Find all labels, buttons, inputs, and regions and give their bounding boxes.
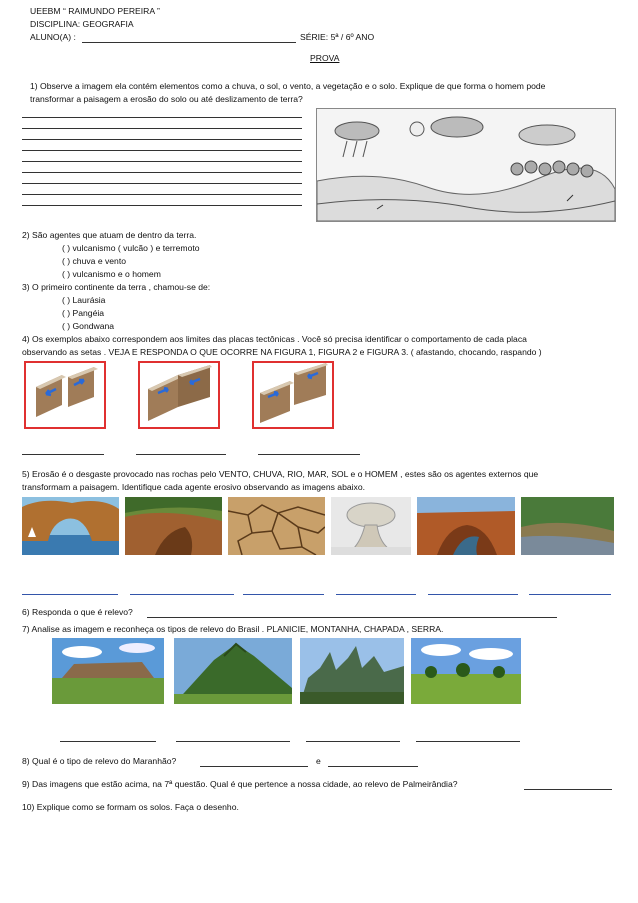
q8-answer-line-1[interactable] — [200, 766, 308, 767]
erosion-photo-sea-arch — [22, 497, 119, 555]
student-label: ALUNO(A) : — [30, 32, 76, 42]
q5-text-line1: 5) Erosão é o desgaste provocado nas rochas pelo VENTO, CHUVA, RIO, MAR, SOL e o HOMEM , estes são os agentes externos que — [22, 469, 539, 479]
student-name-line[interactable] — [82, 42, 296, 43]
erosion-photo-canyon — [417, 497, 515, 555]
grade-label: SÉRIE: 5ª / 6º ANO — [300, 32, 375, 42]
school-name: UEEBM “ RAIMUNDO PEREIRA ” — [30, 6, 160, 16]
relief-photo-montanha — [174, 638, 292, 704]
fig2-answer-line[interactable] — [136, 454, 226, 455]
page-title: PROVA — [310, 53, 340, 63]
erosion-photo-cracked-soil — [228, 497, 325, 555]
q1-text-line2: transformar a paisagem a erosão do solo ou até deslizamento de terra? — [30, 94, 303, 104]
tectonic-figure-2 — [138, 361, 220, 429]
subject-label: DISCIPLINA: GEOGRAFIA — [30, 19, 134, 29]
q2-option-3[interactable]: ( ) vulcanismo e o homem — [62, 269, 161, 279]
erosion-photo-gully — [125, 497, 222, 555]
q9-text: 9) Das imagens que estão acima, na 7ª questão. Qual é que pertence a nossa cidade, ao relevo de Palmeirândia? — [22, 779, 458, 789]
q8-text: 8) Qual é o tipo de relevo do Maranhão? — [22, 756, 177, 766]
water-cycle-diagram — [316, 108, 616, 222]
erosion-photo-mushroom-rock — [331, 497, 411, 555]
tectonic-figure-3 — [252, 361, 334, 429]
q5-text-line2: transformam a paisagem. Identifique cada agente erosivo observando as imagens abaixo. — [22, 482, 365, 492]
q8-answer-line-2[interactable] — [328, 766, 418, 767]
q10-text: 10) Explique como se formam os solos. Faça o desenho. — [22, 802, 239, 812]
fig1-answer-line[interactable] — [22, 454, 104, 455]
q2-title: 2) São agentes que atuam de dentro da terra. — [22, 230, 197, 240]
q3-title: 3) O primeiro continente da terra , chamou-se de: — [22, 282, 211, 292]
q1-text-line1: 1) Observe a imagem ela contém elementos como a chuva, o sol, o vento, a vegetação e o solo. Explique de que forma o homem pode — [30, 81, 546, 91]
q3-option-2[interactable]: ( ) Pangéia — [62, 308, 105, 318]
relief-photo-chapada — [52, 638, 164, 704]
q9-answer-line[interactable] — [524, 789, 612, 790]
q2-option-1[interactable]: ( ) vulcanismo ( vulcão ) e terremoto — [62, 243, 200, 253]
q8-joiner: e — [316, 756, 321, 766]
q3-option-3[interactable]: ( ) Gondwana — [62, 321, 115, 331]
q3-option-1[interactable]: ( ) Laurásia — [62, 295, 106, 305]
q2-option-2[interactable]: ( ) chuva e vento — [62, 256, 127, 266]
relief-photo-serra — [300, 638, 404, 704]
q4-text-line2: observando as setas . VEJA E RESPONDA O QUE OCORRE NA FIGURA 1, FIGURA 2 e FIGURA 3. ( afastando, chocando, raspando ) — [22, 347, 542, 357]
tectonic-figure-1 — [24, 361, 106, 429]
erosion-photo-river-bank — [521, 497, 614, 555]
q4-text-line1: 4) Os exemplos abaixo correspondem aos limites das placas tectônicas . Você só precisa identificar o comportamento de cada placa — [22, 334, 527, 344]
fig3-answer-line[interactable] — [258, 454, 360, 455]
q6-text: 6) Responda o que é relevo? — [22, 607, 133, 617]
relief-photo-planicie — [411, 638, 521, 704]
q6-answer-line[interactable] — [147, 617, 557, 618]
q7-text: 7) Analise as imagem e reconheça os tipos de relevo do Brasil . PLANICIE, MONTANHA, CHAPADA , SERRA. — [22, 624, 444, 634]
